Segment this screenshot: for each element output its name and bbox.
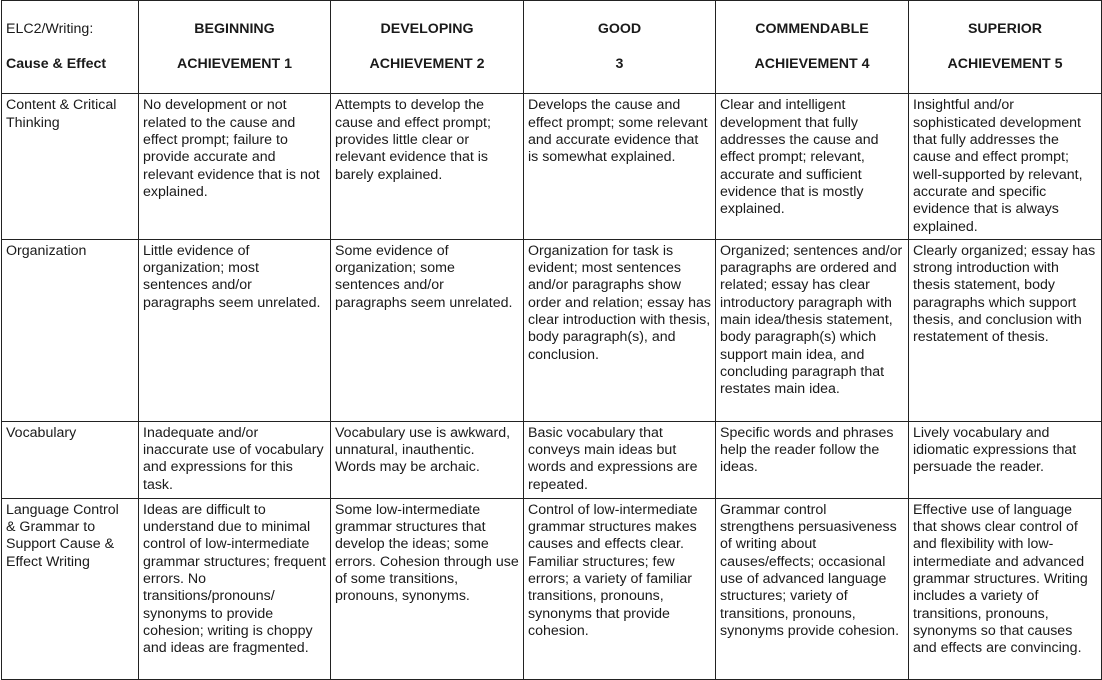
descriptor-cell: Clear and intelligent development that fully addresses the cause and effect prompt; relevant, accurate and sufficient evidence that is mostly explained.	[716, 94, 909, 239]
descriptor-cell: Clearly organized; essay has strong introduction with thesis statement, body paragraphs which support thesis, and conclusion with restatement of thesis.	[909, 239, 1102, 421]
level-title: DEVELOPING	[380, 21, 474, 38]
level-subtitle: ACHIEVEMENT 1	[176, 55, 293, 72]
descriptor-cell: Control of low-intermediate grammar structures makes causes and effects clear. Familiar structures; few errors; a variety of familiar transitions, pronouns, synonyms that provide cohesion.	[524, 498, 716, 679]
descriptor-cell: Little evidence of organization; most sentences and/or paragraphs seem unrelated.	[139, 239, 331, 421]
rubric-table	[1, 0, 1102, 680]
level-subtitle: ACHIEVEMENT 5	[947, 55, 1063, 72]
descriptor-cell: Specific words and phrases help the reader follow the ideas.	[716, 421, 909, 498]
level-header-5	[909, 1, 1102, 94]
criterion-cell: Organization	[2, 239, 139, 421]
criterion-cell: Vocabulary	[2, 421, 139, 498]
descriptor-cell: Some evidence of organization; some sentences and/or paragraphs seem unrelated.	[331, 239, 524, 421]
descriptor-cell: Organized; sentences and/or paragraphs are ordered and related; essay has clear introductory paragraph with main idea/thesis statement, body paragraph(s) which support main idea, and concluding paragraph that restates main idea.	[716, 239, 909, 421]
descriptor-cell: No development or not related to the cause and effect prompt; failure to provide accurate and relevant evidence that is not explained.	[139, 94, 331, 239]
descriptor-cell: Some low-intermediate grammar structures that develop the ideas; some errors. Cohesion through use of some transitions, pronouns, synonyms.	[331, 498, 524, 679]
level-subtitle: ACHIEVEMENT 2	[369, 55, 485, 72]
descriptor-cell: Lively vocabulary and idiomatic expressions that persuade the reader.	[909, 421, 1102, 498]
descriptor-cell: Basic vocabulary that conveys main ideas but words and expressions are repeated.	[524, 421, 716, 498]
table-row	[2, 239, 1102, 421]
corner-cell	[2, 1, 139, 94]
descriptor-cell: Organization for task is evident; most sentences and/or paragraphs show order and relation; essay has clear introduction with thesis, body paragraph(s), and conclusion.	[524, 239, 716, 421]
level-header-2	[331, 1, 524, 94]
descriptor-cell: Insightful and/or sophisticated development that fully addresses the cause and effect prompt; well-supported by relevant, accurate and specific evidence that is always explained.	[909, 94, 1102, 239]
level-header-1	[139, 1, 331, 94]
descriptor-cell: Inadequate and/or inaccurate use of vocabulary and expressions for this task.	[139, 421, 331, 498]
table-row	[2, 498, 1102, 679]
criterion-cell: Content & Critical Thinking	[2, 94, 139, 239]
criterion-cell: Language Control & Grammar to Support Cause & Effect Writing	[2, 498, 139, 679]
descriptor-cell: Develops the cause and effect prompt; some relevant and accurate evidence that is somewhat explained.	[524, 94, 716, 239]
descriptor-cell: Grammar control strengthens persuasiveness of writing about causes/effects; occasional use of advanced language structures; variety of transitions, pronouns, synonyms provide cohesion.	[716, 498, 909, 679]
table-row	[2, 94, 1102, 239]
level-header-3	[524, 1, 716, 94]
level-header-4	[716, 1, 909, 94]
level-subtitle: ACHIEVEMENT 4	[754, 55, 870, 72]
level-title: SUPERIOR	[967, 21, 1043, 38]
header-row	[2, 1, 1102, 94]
table-row	[2, 421, 1102, 498]
course-label: ELC2/Writing:	[6, 21, 94, 38]
level-subtitle: 3	[615, 55, 624, 72]
level-title: GOOD	[597, 21, 642, 38]
level-title: BEGINNING	[194, 21, 275, 38]
descriptor-cell: Attempts to develop the cause and effect prompt; provides little clear or relevant evidence that is barely explained.	[331, 94, 524, 239]
descriptor-cell: Ideas are difficult to understand due to minimal control of low-intermediate grammar structures; frequent errors. No transitions/pronouns/ synonyms to provide cohesion; writing is choppy and ideas are fragmented.	[139, 498, 331, 679]
topic-label: Cause & Effect	[6, 55, 107, 72]
descriptor-cell: Vocabulary use is awkward, unnatural, inauthentic. Words may be archaic.	[331, 421, 524, 498]
level-title: COMMENDABLE	[755, 21, 869, 38]
descriptor-cell: Effective use of language that shows clear control of and flexibility with low-intermediate and advanced grammar structures. Writing includes a variety of transitions, pronouns, synonyms so that causes and effects are convincing.	[909, 498, 1102, 679]
